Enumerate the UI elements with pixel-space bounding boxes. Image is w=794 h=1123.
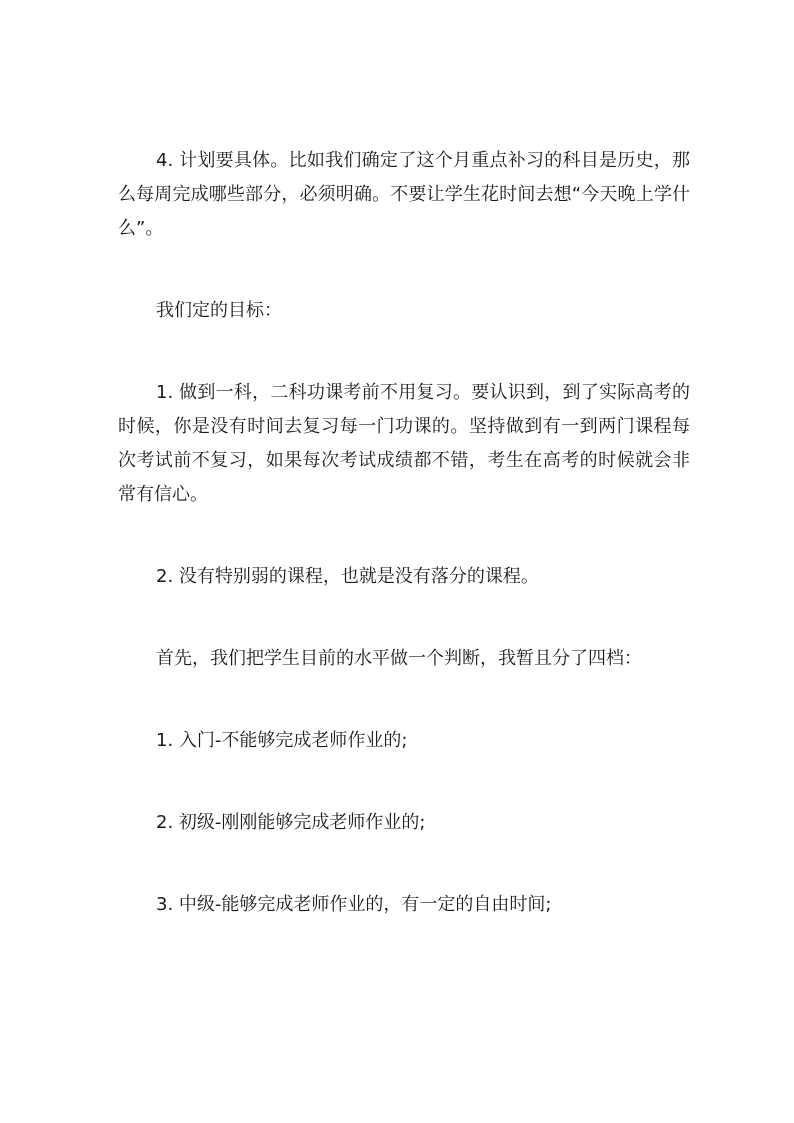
paragraph-goal-2: 2. 没有特别弱的课程，也就是没有落分的课程。 <box>156 566 539 587</box>
paragraph-plan-specific: 4. 计划要具体。比如我们确定了这个月重点补习的科目是历史，那么每周完成哪些部分，必须明确。不要让学生花时间去想“今天晚上学什么”。 <box>118 150 690 239</box>
paragraph-goal-1: 1. 做到一科，二科功课考前不用复习。要认识到，到了实际高考的时候，你是没有时间去复习每一门功课的。坚持做到有一到两门课程每次考试前不复习，如果每次考试成绩都不错，考生在高考的时候就会非常有信心。 <box>118 382 690 505</box>
paragraph-goals-heading: 我们定的目标： <box>156 300 282 321</box>
paragraph-level-1: 1. 入门-不能够完成老师作业的; <box>156 730 408 751</box>
paragraph-level-2: 2. 初级-刚刚能够完成老师作业的; <box>156 812 426 833</box>
paragraph-levels-intro: 首先，我们把学生目前的水平做一个判断，我暂且分了四档： <box>156 648 642 669</box>
document-body <box>118 144 690 922</box>
paragraph-level-3: 3. 中级-能够完成老师作业的，有一定的自由时间; <box>156 894 552 915</box>
